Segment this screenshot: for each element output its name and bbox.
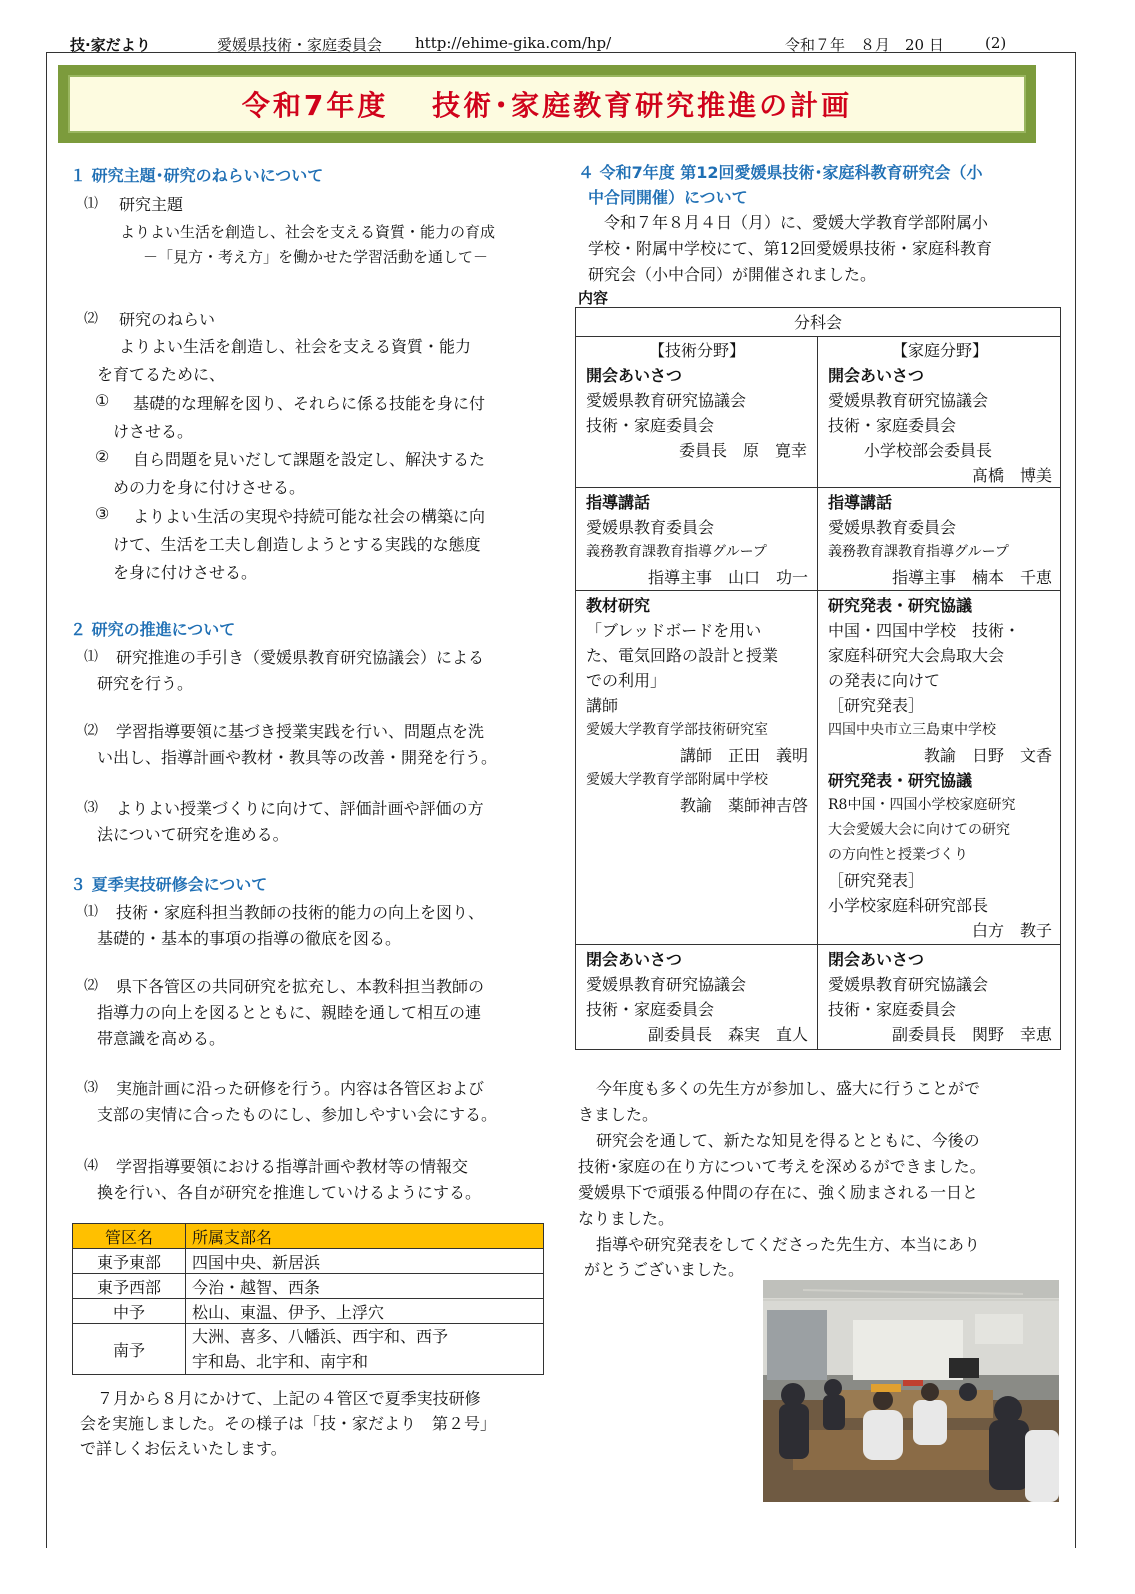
title-panel bbox=[68, 75, 1026, 133]
newsletter-name: 技·家だより bbox=[70, 36, 151, 54]
section1-item2-number: ⑵ bbox=[84, 311, 98, 327]
branches-line: 大洲、喜多、八幡浜、西宇和、西予 bbox=[192, 1327, 449, 1346]
aim3-line3: を身に付けさせる。 bbox=[113, 563, 258, 582]
column-header-branches: 所属支部名 bbox=[186, 1224, 544, 1249]
section2-item1-line2: 研究を行う。 bbox=[97, 674, 194, 693]
tech-research-cell: 教材研究 「ブレッドボードを用い た、電気回路の設計と授業 での利用」 講師 愛媛大学教育学部技術研究室 講師 正田 義明 愛媛大学教育学部附属中学校 教諭 薬師神吉啓 bbox=[586, 593, 808, 818]
aim-intro-line1: よりよい生活を創造し、社会を支える資質・能力 bbox=[119, 337, 472, 356]
aim2-line1: 自ら問題を見いだして課題を設定し、解決するた bbox=[133, 450, 486, 469]
tech-research-label: 教材研究 bbox=[586, 596, 651, 615]
section2-item3-number: ⑶ bbox=[84, 800, 98, 816]
section2-item1-line1: 研究推進の手引き（愛媛県教育研究協議会）による bbox=[116, 648, 485, 667]
table-header-row bbox=[73, 1224, 544, 1249]
closing-line8: がとうございました。 bbox=[584, 1260, 745, 1279]
session-table bbox=[575, 307, 1061, 1050]
section4-heading-line2: 中合同開催）について bbox=[588, 188, 748, 207]
closing-line1: 今年度も多くの先生方が参加し、盛大に行うことがで bbox=[596, 1079, 981, 1098]
table-row bbox=[73, 1274, 544, 1299]
organization-name: 愛媛県技術・家庭委員会 bbox=[217, 36, 383, 54]
district-table bbox=[72, 1223, 544, 1375]
closing-line3: 研究会を通して、新たな知見を得るとともに、今後の bbox=[596, 1131, 980, 1150]
district-cell: 中予 bbox=[73, 1299, 186, 1324]
workshop-photo bbox=[763, 1280, 1059, 1502]
district-cell: 南予 bbox=[73, 1324, 186, 1375]
home-lecture-cell: 指導講話 愛媛県教育委員会 義務教育課教育指導グループ 指導主事 楠本 千恵 bbox=[828, 490, 1052, 590]
closing-line2: きました。 bbox=[578, 1105, 659, 1124]
home-opening-cell: 【家庭分野】 開会あいさつ 愛媛県教育研究協議会 技術・家庭委員会 小学校部会委員長 髙橋 博美 bbox=[828, 338, 1052, 488]
section3-item4-number: ⑷ bbox=[84, 1158, 98, 1174]
aim2-mark: ② bbox=[95, 447, 110, 466]
branches-cell: 四国中央、新居浜 bbox=[186, 1249, 544, 1274]
section1-item2-label: 研究のねらい bbox=[119, 310, 216, 329]
aim1-line1: 基礎的な理解を図り、それらに係る技能を身に付 bbox=[133, 394, 486, 413]
home-open-label: 開会あいさつ bbox=[828, 366, 925, 385]
section3-item4-line1: 学習指導要領における指導計画や教材等の情報交 bbox=[116, 1157, 469, 1176]
page-header bbox=[70, 34, 1055, 52]
section4-intro-line2: 学校・附属中学校にて、第12回愛媛県技術・家庭科教育 bbox=[588, 239, 993, 258]
title-banner bbox=[58, 65, 1036, 143]
section3-item1-line1: 技術・家庭科担当教師の技術的能力の向上を図り、 bbox=[116, 903, 485, 922]
summer-note-line2: 会を実施しました。その様子は「技・家だより 第２号」 bbox=[80, 1414, 497, 1433]
section3-item2-line3: 帯意識を高める。 bbox=[97, 1029, 226, 1048]
tech-lecture-cell: 指導講話 愛媛県教育委員会 義務教育課教育指導グループ 指導主事 山口 功一 bbox=[586, 490, 808, 590]
branches-line: 宇和島、北宇和、南宇和 bbox=[192, 1352, 369, 1371]
home-research-label: 研究発表・研究協議 bbox=[828, 596, 973, 615]
tech-closing-cell: 閉会あいさつ 愛媛県教育研究協議会 技術・家庭委員会 副委員長 森実 直人 bbox=[586, 947, 808, 1047]
issue-date: 令和７年 ８月 20 日 bbox=[785, 36, 944, 54]
aim3-mark: ③ bbox=[95, 504, 110, 523]
district-cell: 東予東部 bbox=[73, 1249, 186, 1274]
table-row bbox=[73, 1299, 544, 1324]
section3-item2-number: ⑵ bbox=[84, 978, 98, 994]
home-closing-cell: 閉会あいさつ 愛媛県教育研究協議会 技術・家庭委員会 副委員長 関野 幸恵 bbox=[828, 947, 1052, 1047]
home-lecture-label: 指導講話 bbox=[828, 493, 893, 512]
section3-item1-line2: 基礎的・基本的事項の指導の徹底を図る。 bbox=[97, 929, 402, 948]
summer-note-line1: ７月から８月にかけて、上記の４管区で夏季実技研修 bbox=[97, 1389, 481, 1408]
section1-item1-number: ⑴ bbox=[84, 196, 98, 212]
section3-item3-line2: 支部の実情に合ったものにし、参加しやすい会にする。 bbox=[97, 1105, 498, 1124]
closing-line6: なりました。 bbox=[578, 1209, 675, 1228]
tech-opening-cell: 【技術分野】 開会あいさつ 愛媛県教育研究協議会 技術・家庭委員会 委員長 原 寛幸 bbox=[586, 338, 808, 463]
section3-heading: ３ 夏季実技研修会について bbox=[70, 875, 268, 894]
section3-item2-line2: 指導力の向上を図るとともに、親睦を通して相互の連 bbox=[97, 1003, 482, 1022]
section3-item3-line1: 実施計画に沿った研修を行う。内容は各管区および bbox=[116, 1079, 485, 1098]
branches-cell bbox=[186, 1324, 544, 1375]
section1-heading: １ 研究主題･研究のねらいについて bbox=[70, 166, 324, 185]
closing-line5: 愛媛県下で頑張る仲間の存在に、強く励まされる一日と bbox=[578, 1183, 979, 1202]
section3-item1-number: ⑴ bbox=[84, 904, 98, 920]
page-title: 令和7年度 技術･家庭教育研究推進の計画 bbox=[241, 89, 853, 122]
home-research-cell: 研究発表・研究協議 中国・四国中学校 技術・ 家庭科研究大会鳥取大会 の発表に向けて ［研究発表］ 四国中央市立三島東中学校 教諭 日野 文香 研究発表・研究協議 R8中国・四国小学校家庭研究 大会愛媛大会に向けての研究 の方向性と授業づくり ［研究発表］ 小学校家庭科研究部長 白方 教子 bbox=[828, 593, 1052, 943]
section2-item3-line2: 法について研究を進める。 bbox=[97, 825, 289, 844]
section2-item3-line1: よりよい授業づくりに向けて、評価計画や評価の方 bbox=[116, 799, 484, 818]
research-subtheme: －「見方・考え方」を働かせた学習活動を通して－ bbox=[143, 248, 489, 266]
page-number: (2) bbox=[985, 34, 1007, 52]
aim3-line1: よりよい生活の実現や持続可能な社会の構築に向 bbox=[133, 507, 486, 526]
tech-lecture-label: 指導講話 bbox=[586, 493, 651, 512]
tech-close-label: 閉会あいさつ bbox=[586, 950, 683, 969]
tech-field-header: 【技術分野】 bbox=[648, 341, 745, 360]
website-url[interactable]: http://ehime-gika.com/hp/ bbox=[415, 34, 612, 52]
section2-item2-line2: い出し、指導計画や教材・教具等の改善・開発を行う。 bbox=[97, 748, 498, 767]
home-close-label: 閉会あいさつ bbox=[828, 950, 925, 969]
column-header-district: 管区名 bbox=[73, 1224, 186, 1249]
table-row bbox=[73, 1249, 544, 1274]
closing-line7: 指導や研究発表をしてくださった先生方、本当にあり bbox=[596, 1235, 981, 1254]
table-row bbox=[73, 1324, 544, 1375]
section2-item1-number: ⑴ bbox=[84, 649, 98, 665]
branches-cell: 今治・越智、西条 bbox=[186, 1274, 544, 1299]
home-research2-label: 研究発表・研究協議 bbox=[828, 771, 973, 790]
section4-intro-line1: 令和７年８月４日（月）に、愛媛大学教育学部附属小 bbox=[604, 213, 989, 232]
closing-line4: 技術･家庭の在り方について考えを深めるができました。 bbox=[578, 1157, 986, 1176]
branches-cell: 松山、東温、伊予、上浮穴 bbox=[186, 1299, 544, 1324]
section3-item3-number: ⑶ bbox=[84, 1080, 98, 1096]
home-field-header: 【家庭分野】 bbox=[891, 341, 988, 360]
section2-item2-number: ⑵ bbox=[84, 723, 98, 739]
district-cell: 東予西部 bbox=[73, 1274, 186, 1299]
section4-intro-line3: 研究会（小中合同）が開催されました。 bbox=[588, 265, 877, 284]
summer-note-line3: で詳しくお伝えいたします。 bbox=[80, 1439, 287, 1458]
content-label: 内容 bbox=[578, 289, 609, 307]
aim2-line2: めの力を身に付けさせる。 bbox=[113, 478, 306, 497]
aim3-line2: けて、生活を工夫し創造しようとする実践的な態度 bbox=[113, 535, 481, 554]
session-table-title: 分科会 bbox=[793, 313, 842, 332]
section2-item2-line1: 学習指導要領に基づき授業実践を行い、問題点を洗 bbox=[116, 722, 485, 741]
tech-open-label: 開会あいさつ bbox=[586, 366, 683, 385]
aim1-mark: ① bbox=[95, 391, 110, 410]
workshop-photo-image bbox=[763, 1280, 1059, 1502]
aim-intro-line2: を育てるために、 bbox=[97, 365, 226, 384]
aim1-line2: けさせる。 bbox=[113, 422, 194, 441]
research-theme: よりよい生活を創造し、社会を支える資質・能力の育成 bbox=[120, 223, 496, 241]
section2-heading: ２ 研究の推進について bbox=[70, 620, 236, 639]
section4-heading-line1: ４ 令和7年度 第12回愛媛県技術･家庭科教育研究会（小 bbox=[578, 163, 983, 182]
section1-item1-label: 研究主題 bbox=[119, 195, 184, 214]
section3-item2-line1: 県下各管区の共同研究を拡充し、本教科担当教師の bbox=[116, 977, 485, 996]
section3-item4-line2: 換を行い、各自が研究を推進していけるようにする。 bbox=[97, 1183, 482, 1202]
